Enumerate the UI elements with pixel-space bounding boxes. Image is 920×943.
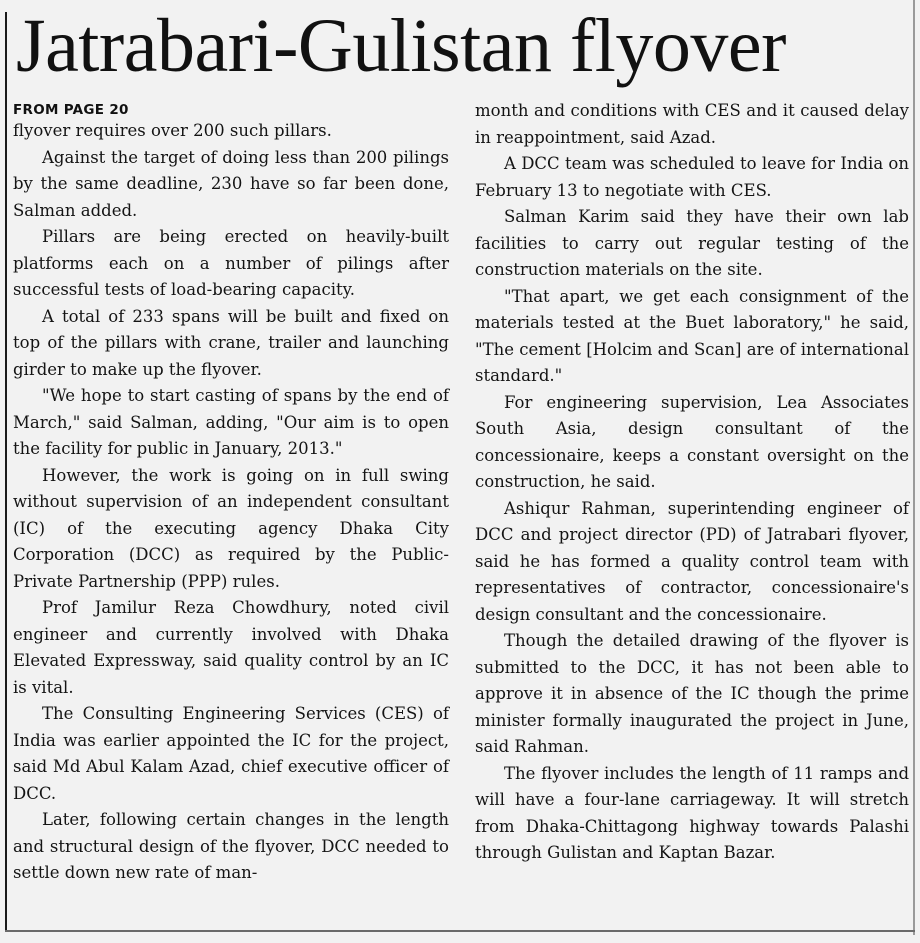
paragraph: Later, following certain changes in the length and structural design of the flyover, DCC needed to settle down new rate of man- [13, 810, 449, 882]
paragraph: month and conditions with CES and it caused delay in reappointment, said Azad. [475, 101, 909, 147]
paragraph: Though the detailed drawing of the flyover is submitted to the DCC, it has not been able to approve it in absence of the IC though the prime minister formally inaugurated the project in June, said Rahman. [475, 631, 909, 756]
paragraph: A total of 233 spans will be built and fixed on top of the pillars with crane, trailer and launching girder to make up the flyover. [13, 306, 449, 379]
paragraph: "That apart, we get each consignment of the materials tested at the Buet laboratory," he said, "The cement [Holcim and Scan] are of international standard." [475, 286, 909, 385]
continuation-label: FROM PAGE 20 [13, 102, 129, 118]
paragraph: Salman Karim said they have their own lab facilities to carry out regular testing of the construction materials on the site. [475, 207, 909, 279]
bottom-border-rule [5, 930, 915, 932]
paragraph: Against the target of doing less than 200 pilings by the same deadline, 230 have so far been done, Salman added. [13, 147, 449, 220]
paragraph: However, the work is going on in full swing without supervision of an independent consultant (IC) of the executing agency Dhaka City Corporation (DCC) as required by the Public-Private Partnership (PPP) rules. [13, 465, 449, 591]
paragraph: The flyover includes the length of 11 ramps and will have a four-lane carriageway. It will stretch from Dhaka-Chittagong highway towards Palashi through Gulistan and Kaptan Bazar. [475, 763, 909, 862]
right-column [475, 98, 909, 867]
right-border-rule [913, 0, 915, 935]
paragraph: "We hope to start casting of spans by the end of March," said Salman, adding, "Our aim is to open the facility for public in January, 2013." [13, 386, 449, 458]
paragraph: flyover requires over 200 such pillars. [13, 121, 332, 140]
paragraph: For engineering supervision, Lea Associates South Asia, design consultant of the concessionaire, keeps a constant oversight on the construction, he said. [475, 392, 909, 491]
paragraph: The Consulting Engineering Services (CES) of India was earlier appointed the IC for the project, said Md Abul Kalam Azad, chief executive officer of DCC. [13, 704, 449, 803]
paragraph: Ashiqur Rahman, superintending engineer of DCC and project director (PD) of Jatrabari flyover, said he has formed a quality control team with representatives of contractor, concessionaire's design consultant and the concessionaire. [475, 498, 909, 624]
paragraph: Pillars are being erected on heavily-built platforms each on a number of pilings after successful tests of load-bearing capacity. [13, 227, 449, 299]
left-column [13, 100, 449, 887]
left-border-rule [5, 12, 7, 930]
paragraph: Prof Jamilur Reza Chowdhury, noted civil engineer and currently involved with Dhaka Elevated Expressway, said quality control by an IC is vital. [13, 598, 449, 697]
headline: Jatrabari-Gulistan flyover [16, 4, 786, 88]
paragraph: A DCC team was scheduled to leave for India on February 13 to negotiate with CES. [475, 154, 909, 200]
